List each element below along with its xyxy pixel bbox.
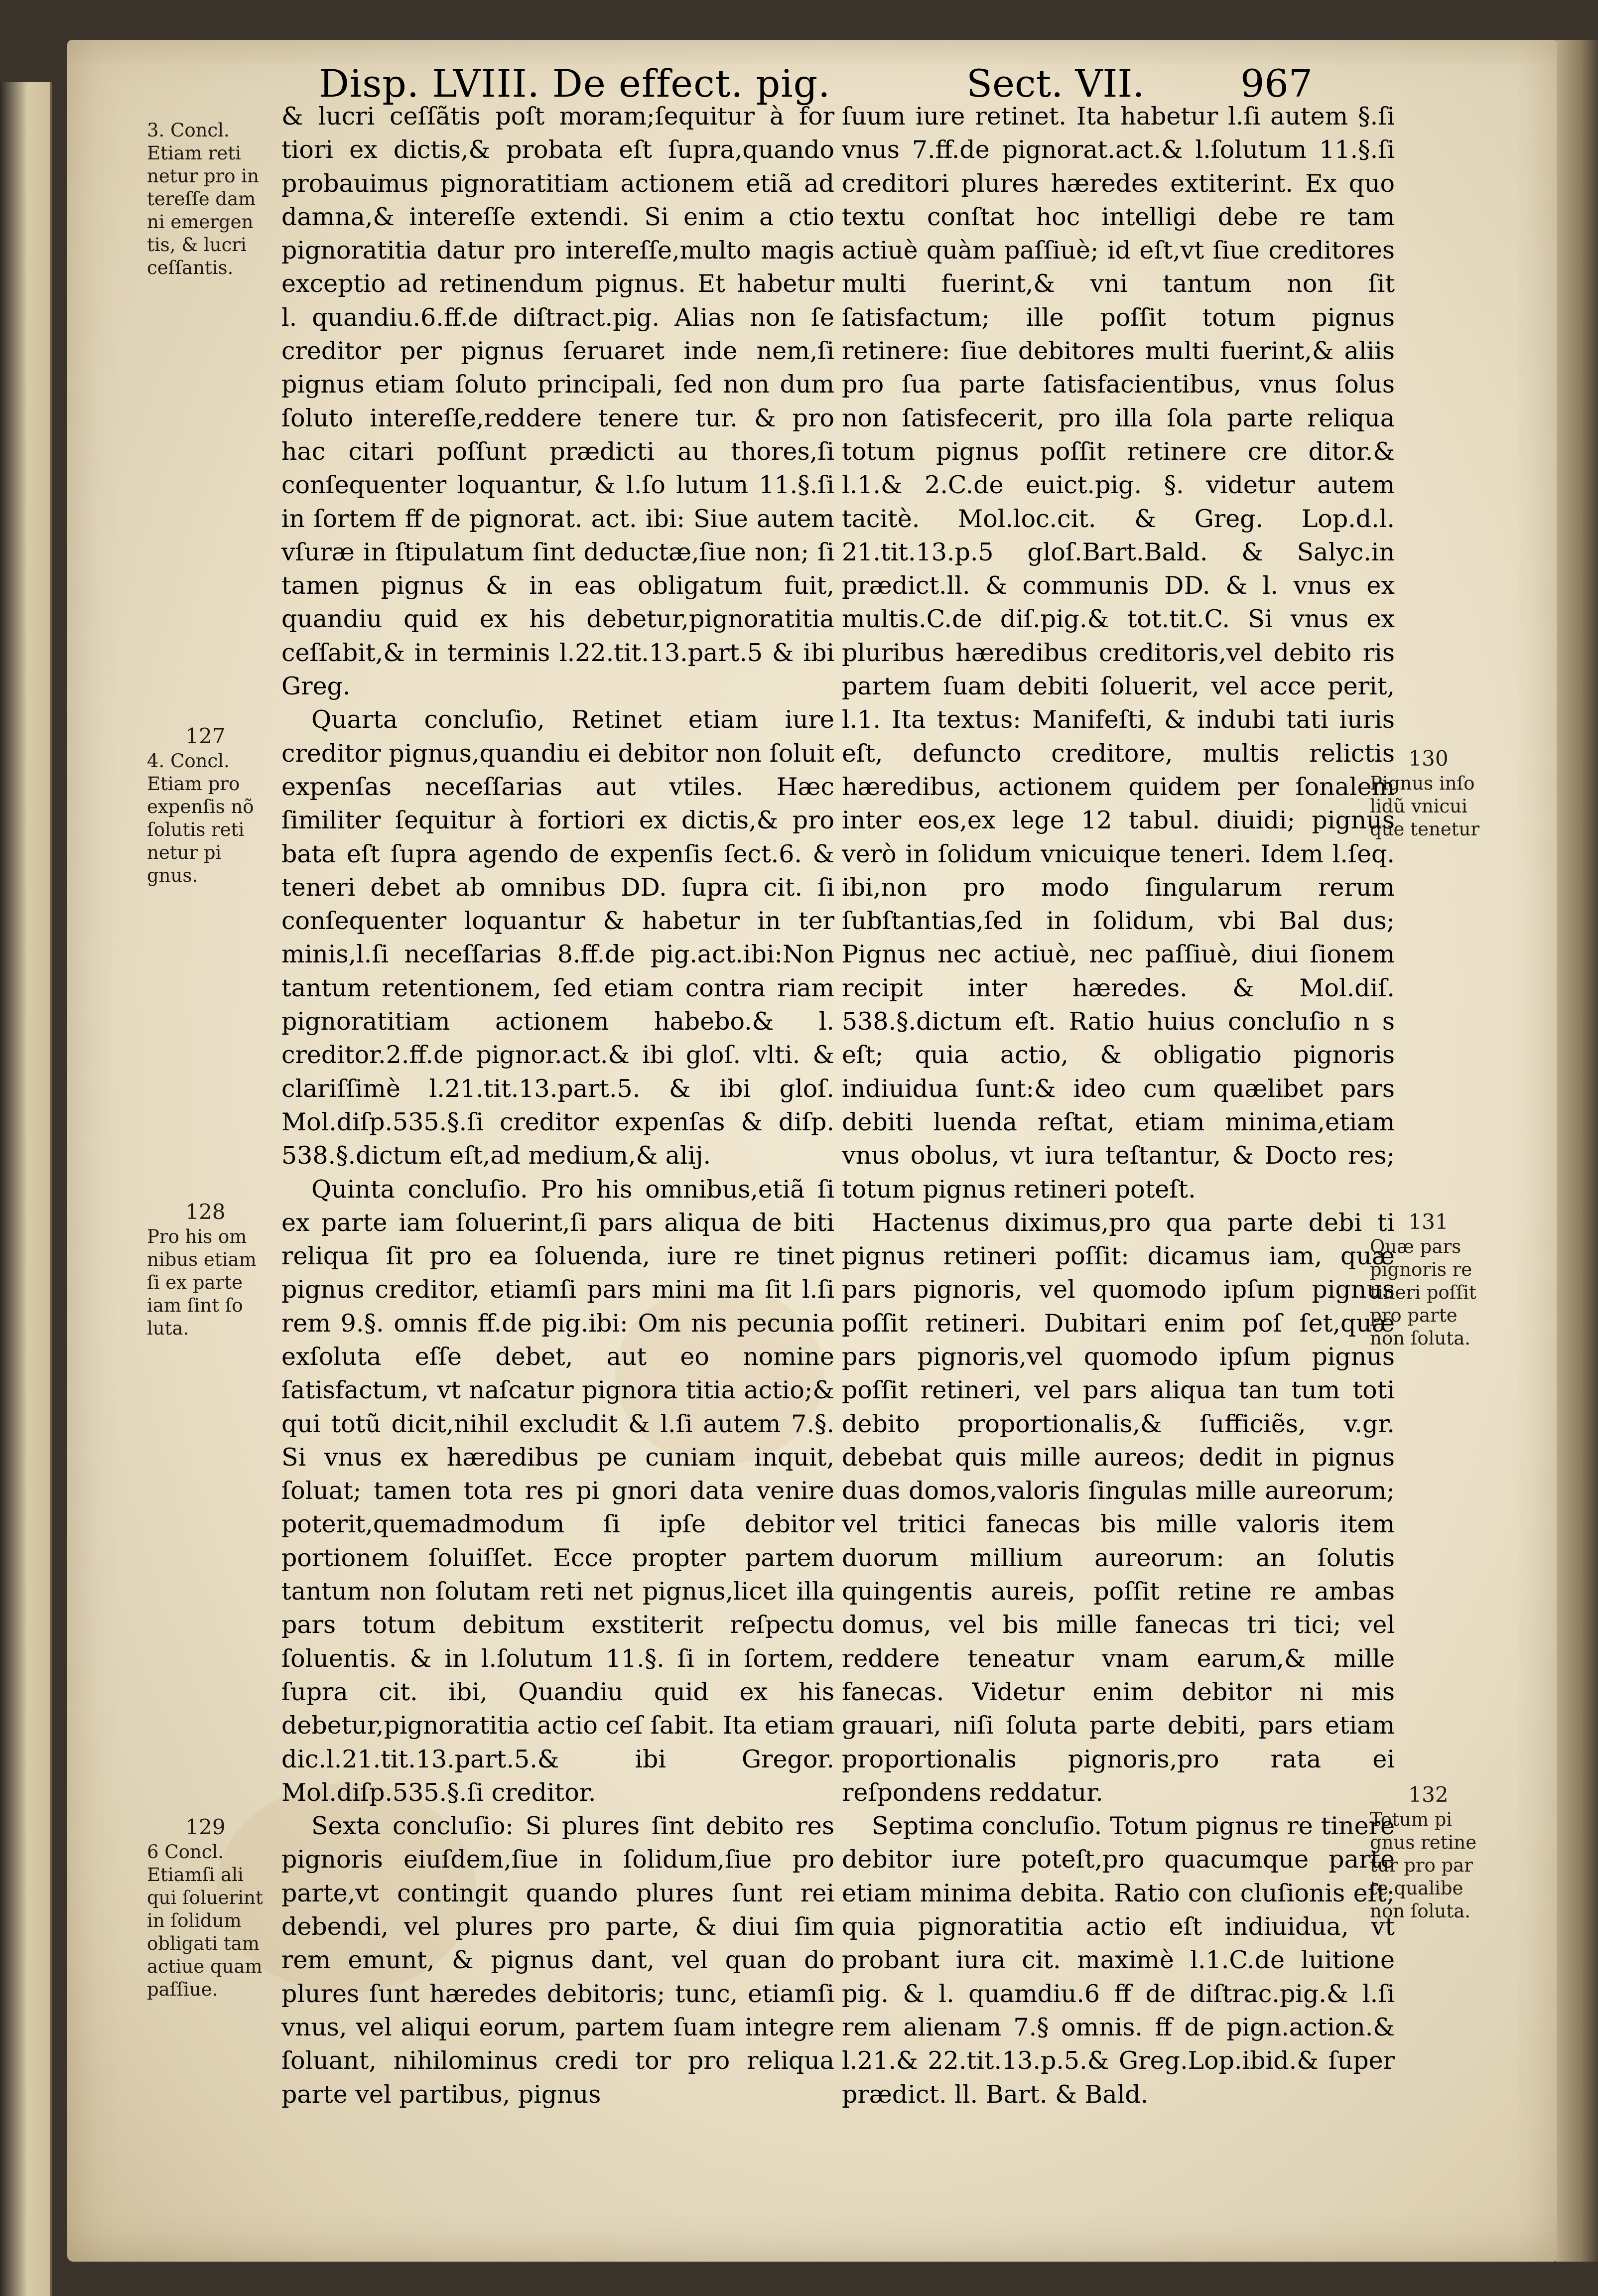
- text-column-right: [842, 100, 1395, 2111]
- header-section: Sect. VII.: [966, 61, 1145, 106]
- margin-note-number: 129: [185, 1815, 226, 1839]
- header-title: Disp. LVIII. De effect. pig.: [319, 61, 831, 106]
- margin-note-number: 128: [185, 1200, 226, 1224]
- margin-note-left: [147, 1816, 264, 2001]
- margin-note-text: 6 Concl. Etiamſi ali qui ſoluerint in ſolidum obligati tam actiue quam paſſiue.: [147, 1841, 263, 2000]
- margin-note-text: Totum pi gnus retine tur pro par te qualibe non ſoluta.: [1370, 1809, 1477, 1922]
- paragraph: Quarta concluſio, Retinet etiam iure creditor pignus,quandiu ei debitor non ſoluit expenſas neceſſarias aut vtiles. Hæc ſimiliter ſequitur à fortiori ex dictis,& pro bata eſt ſupra agendo de expenſis ſect.6. & teneri debet ab omnibus DD. ſupra cit. ſi conſequenter loquantur & habetur in ter minis,l.ſi neceſſarias 8.ff.de pig.act.ibi:Non tantum retentionem, ſed etiam contra riam pignoratitiam actionem habebo.& l. creditor.2.ff.de pignor.act.& ibi gloſ. vlti. & clariſſimè l.21.tit.13.part.5. & ibi gloſ. Mol.diſp.535.§.ſi creditor expenſas & diſp. 538.§.dictum eſt,ad medium,& alij.: [281, 705, 834, 1170]
- paragraph: Quinta concluſio. Pro his omnibus,etiã ſi ex parte iam ſoluerint,ſi pars aliqua de biti reliqua ſit pro ea ſoluenda, iure re tinet pignus creditor, etiamſi pars mini ma ſit l.ſi rem 9.§. omnis ff.de pig.ibi: Om nis pecunia exſoluta eſſe debet, aut eo nomine ſatisfactum, vt naſcatur pignora titia actio;& qui totũ dicit,nihil excludit & l.ſi autem 7.§. Si vnus ex hæredibus pe cuniam inquit, ſoluat; tamen tota res pi gnori data venire poterit,quemadmodum ſi ipſe debitor portionem ſoluiſſet. Ecce propter partem tantum non ſolutam reti net pignus,licet illa pars totum debitum exstiterit reſpectu ſoluentis. & in l.ſolutum 11.§. ſi in ſortem, ſupra cit. ibi, Quandiu quid ex his debetur,pignoratitia actio ceſ ſabit. Ita etiam dic.l.21.tit.13.part.5.& ibi Gregor. Mol.diſp.535.§.ſi creditor.: [281, 1175, 834, 1807]
- margin-note-left: [147, 1201, 264, 1340]
- next-pages-edge: [1556, 40, 1598, 2262]
- margin-note-number: 131: [1408, 1210, 1449, 1234]
- paragraph: Hactenus diximus,pro qua parte debi ti pignus retineri poſſit: dicamus iam, quæ pars pignoris, vel quomodo ipſum pignus poſſit retineri. Dubitari enim poſ ſet,quæ pars pignoris,vel quomodo ipſum pignus poſſit retineri, vel pars aliqua tan tum toti debito proportionalis,& ſufficiẽs, v.gr. debebat quis mille aureos; dedit in pignus duas domos,valoris ſingulas mille aureorum; vel tritici fanecas bis mille valoris item duorum millium aureorum: an ſolutis quingentis aureis, poſſit retine re ambas domus, vel bis mille fanecas tri tici; vel reddere teneatur vnam earum,& mille fanecas. Videtur enim debitor ni mis grauari, niſi ſoluta parte debiti, pars etiam proportionalis pignoris,pro rata ei reſpondens reddatur.: [842, 1208, 1395, 1807]
- previous-page-edge: [0, 82, 52, 2296]
- margin-note-text: Pro his om nibus etiam ſi ex parte iam ſint ſo luta.: [147, 1226, 257, 1339]
- margin-note-number: 130: [1408, 746, 1449, 771]
- margin-note-number: 127: [185, 724, 226, 748]
- page-number: 967: [1240, 61, 1313, 106]
- margin-note-text: Quæ pars pignoris re tineri poſſit pro parte non ſoluta.: [1370, 1236, 1476, 1349]
- margin-note-text: 4. Concl. Etiam pro expenſis nõ ſolutis reti netur pi gnus.: [147, 750, 254, 886]
- margin-note-left: [147, 117, 264, 279]
- margin-note-text: Pignus inſo lidũ vnicui que tenetur: [1370, 773, 1480, 840]
- paragraph: ſuum iure retinet. Ita habetur l.ſi autem §.ſi vnus 7.ff.de pignorat.act.& l.ſolutum 11.§.ſi creditori plures hæredes extiterint. Ex quo textu conſtat hoc intelligi debe re tam actiuè quàm paſſiuè; id eſt,vt ſiue creditores multi fuerint,& vni tantum non ſit ſatisfactum; ille poſſit totum pignus retinere: ſiue debitores multi fuerint,& aliis pro ſua parte ſatisfacientibus, vnus ſolus non ſatisfecerit, pro illa ſola parte reliqua totum pignus poſſit retinere cre ditor.& l.1.& 2.C.de euict.pig. §. videtur autem tacitè. Mol.loc.cit. & Greg. Lop.d.l. 21.tit.13.p.5 gloſ.Bart.Bald. & Salyc.in prædict.ll. & communis DD. & l. vnus ex multis.C.de diſ.pig.& tot.tit.C. Si vnus ex pluribus hæredibus creditoris,vel debito ris partem ſuam debiti ſoluerit, vel acce perit, l.1. Ita textus: Manifeſti, & indubi tati iuris eſt, defuncto creditore, multis relictis hæredibus, actionem quidem per ſonalem inter eos,ex lege 12 tabul. diuidi; pignus verò in ſolidum vnicuique teneri. Idem l.ſeq. ibi,non pro modo ſingularum rerum ſubſtantias,ſed in ſolidum, vbi Bal dus; Pignus nec actiuè, nec paſſiuè, diui ſionem recipit inter hæredes. & Mol.diſ. 538.§.dictum eſt. Ratio huius concluſio n s eſt; quia actio, & obligatio pignoris indiuidua ſunt:& ideo cum quælibet pars debiti luenda reſtat, etiam minima,etiam vnus obolus, vt iura teſtantur, & Docto res; totum pignus retineri poteſt.: [842, 102, 1395, 1204]
- paragraph: & lucri ceſſãtis poſt moram;ſequitur à for tiori ex dictis,& probata eſt ſupra,quando probauimus pignoratitiam actionem etiã ad damna,& intereſſe extendi. Si enim a ctio pignoratitia datur pro intereſſe,multo magis exceptio ad retinendum pignus. Et habetur l. quandiu.6.ff.de diſtract.pig. Alias non ſe creditor per pignus ſeruaret inde nem,ſi pignus etiam ſoluto principali, ſed non dum ſoluto intereſſe,reddere tenere tur. & pro hac citari poſſunt prædicti au thores,ſi conſequenter loquantur, & l.ſo lutum 11.§.ſi in ſortem ff de pignorat. act. ibi: Siue autem vſuræ in ſtipulatum ſint deductæ,ſiue non; ſi tamen pignus & in eas obligatum fuit, quandiu quid ex his debetur,pignoratitia ceſſabit,& in terminis l.22.tit.13.part.5 & ibi Greg.: [281, 102, 834, 701]
- margin-note-left: [147, 725, 264, 887]
- paragraph: Sexta concluſio: Si plures ſint debito res pignoris eiuſdem,ſiue in ſolidum,ſiue pro parte,vt contingit quando plures ſunt rei debendi, vel plures pro parte, & diui ſim rem emunt, & pignus dant, vel quan do plures ſunt hæredes debitoris; tunc, etiamſi vnus, vel aliqui eorum, partem ſuam integre ſoluant, nihilominus credi tor pro reliqua parte vel partibus, pignus: [281, 1812, 834, 2109]
- margin-note-text: 3. Concl. Etiam reti netur pro in tereſſe dam ni emergen tis, & lucri ceſſantis.: [147, 120, 259, 278]
- paragraph: Septima concluſio. Totum pignus re tinere debitor iure poteſt,pro quacumque parte etiam minima debita. Ratio con cluſionis eſt; quia pignoratitia actio eſt indiuidua, vt probant iura cit. maximè l.1.C.de luitione pig. & l. quamdiu.6 ff de diſtrac.pig.& l.ſi rem alienam 7.§ omnis. ff de pign.action.& l.21.& 22.tit.13.p.5.& Greg.Lop.ibid.& ſuper prædict. ll. Bart. & Bald.: [842, 1812, 1395, 2109]
- margin-note-number: 132: [1408, 1782, 1449, 1807]
- text-column-left: [281, 100, 834, 2111]
